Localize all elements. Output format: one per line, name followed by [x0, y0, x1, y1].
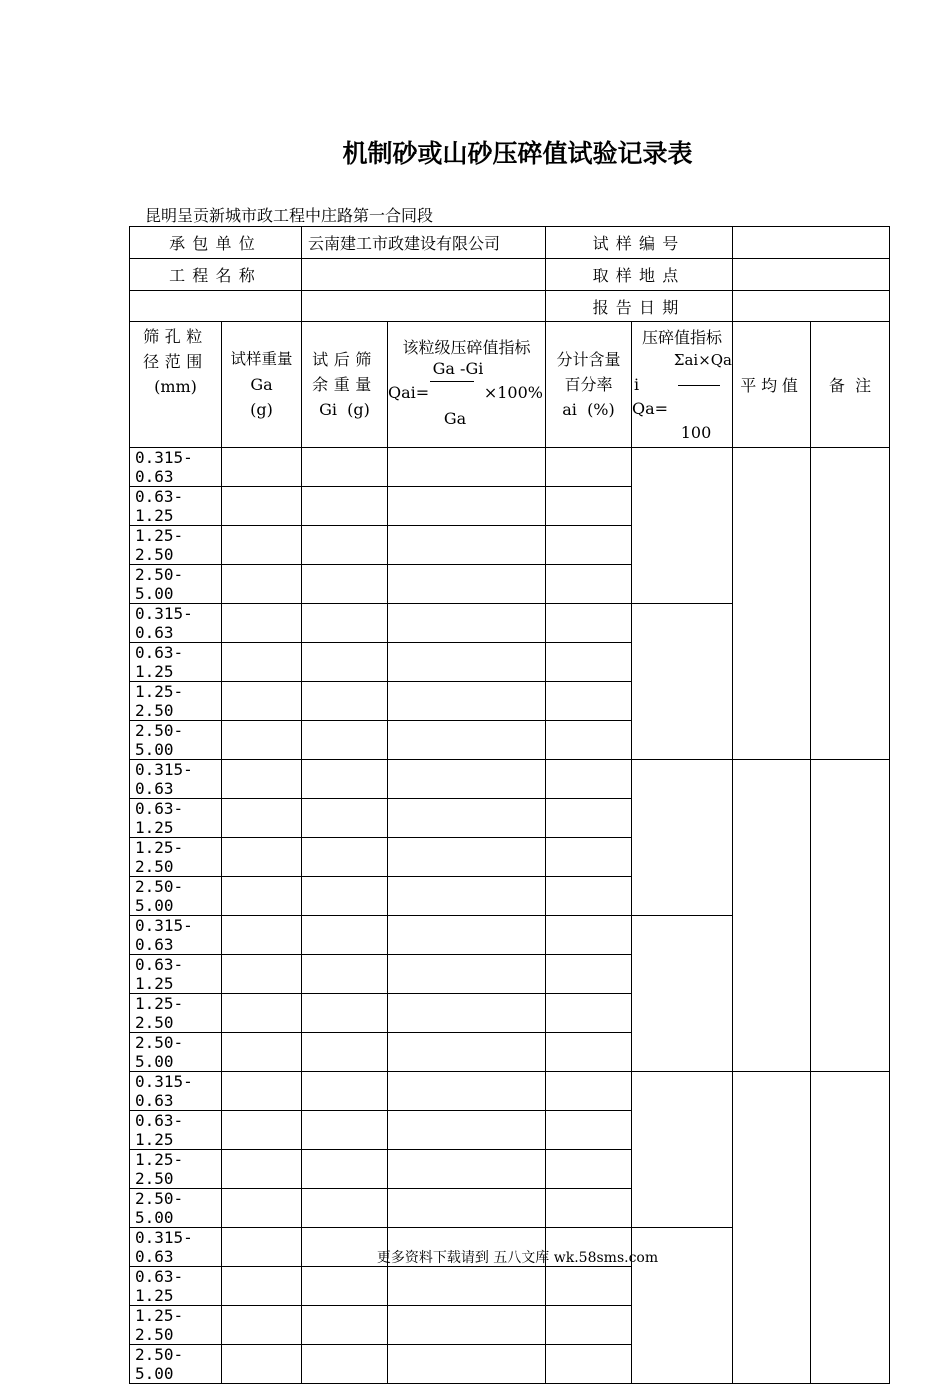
remark-cell[interactable] — [811, 1072, 890, 1384]
residue-weight-cell[interactable] — [302, 1267, 388, 1306]
sieve-range-cell: 2.50-5.00 — [130, 1189, 222, 1228]
crush-index-cell[interactable] — [632, 1072, 733, 1228]
sieve-range-cell: 2.50-5.00 — [130, 877, 222, 916]
sample-weight-cell[interactable] — [222, 526, 302, 565]
project-name-label: 工程名称 — [130, 259, 302, 291]
remark-cell[interactable] — [811, 760, 890, 1072]
footer-note: 更多资料下载请到 五八文库 wk.58sms.com — [376, 1250, 659, 1266]
info-row-2 — [130, 259, 890, 291]
blank-value-cell[interactable] — [302, 291, 546, 322]
sample-weight-cell[interactable] — [222, 955, 302, 994]
percent-cell[interactable] — [546, 1189, 632, 1228]
record-table — [129, 226, 890, 1384]
info-row-1 — [130, 227, 890, 259]
sieve-range-cell: 2.50-5.00 — [130, 721, 222, 760]
sieve-range-cell: 2.50-5.00 — [130, 565, 222, 604]
crush-value-cell[interactable] — [388, 760, 546, 799]
percent-cell[interactable] — [546, 994, 632, 1033]
crush-index-cell[interactable] — [632, 448, 733, 604]
crush-value-cell[interactable] — [388, 721, 546, 760]
sieve-range-cell: 0.63-1.25 — [130, 955, 222, 994]
percent-cell[interactable] — [546, 1150, 632, 1189]
sample-weight-cell[interactable] — [222, 760, 302, 799]
crush-index-cell[interactable] — [632, 916, 733, 1072]
sample-weight-cell[interactable] — [222, 1345, 302, 1384]
sieve-range-cell: 1.25-2.50 — [130, 1150, 222, 1189]
percent-cell[interactable] — [546, 1267, 632, 1306]
percent-cell[interactable] — [546, 1072, 632, 1111]
crush-value-cell[interactable] — [388, 1072, 546, 1111]
sample-weight-cell[interactable] — [222, 799, 302, 838]
crush-index-header: 压碎值指标 Σai×Qa i Qa= 100 — [632, 322, 733, 448]
crush-value-cell[interactable] — [388, 955, 546, 994]
sample-weight-cell[interactable] — [222, 1267, 302, 1306]
percent-header: 分计含量 百分率 ai (%) — [546, 322, 632, 448]
residue-weight-cell[interactable] — [302, 877, 388, 916]
sample-weight-cell[interactable] — [222, 448, 302, 487]
sieve-range-cell: 1.25-2.50 — [130, 994, 222, 1033]
sample-weight-cell[interactable] — [222, 604, 302, 643]
percent-cell[interactable] — [546, 1345, 632, 1384]
remark-header: 备 注 — [811, 322, 890, 448]
crush-value-cell[interactable] — [388, 1111, 546, 1150]
sample-weight-cell[interactable] — [222, 643, 302, 682]
sample-weight-cell[interactable] — [222, 838, 302, 877]
residue-weight-cell[interactable] — [302, 838, 388, 877]
sieve-range-cell: 1.25-2.50 — [130, 526, 222, 565]
residue-weight-cell[interactable] — [302, 1306, 388, 1345]
crush-value-cell[interactable] — [388, 1189, 546, 1228]
residue-weight-cell[interactable] — [302, 916, 388, 955]
sieve-range-cell: 0.315-0.63 — [130, 1228, 222, 1267]
sieve-range-cell: 0.63-1.25 — [130, 487, 222, 526]
residue-weight-cell[interactable] — [302, 1345, 388, 1384]
sieve-range-cell: 0.63-1.25 — [130, 643, 222, 682]
crush-value-cell[interactable] — [388, 916, 546, 955]
residue-weight-cell[interactable] — [302, 643, 388, 682]
report-date-label: 报告日期 — [546, 291, 733, 322]
crush-value-cell[interactable] — [388, 838, 546, 877]
crush-value-cell[interactable] — [388, 1033, 546, 1072]
crush-value-cell[interactable] — [388, 487, 546, 526]
residue-weight-cell[interactable] — [302, 448, 388, 487]
percent-cell[interactable] — [546, 448, 632, 487]
sample-weight-cell[interactable] — [222, 721, 302, 760]
sample-weight-cell[interactable] — [222, 1072, 302, 1111]
average-cell[interactable] — [733, 448, 811, 760]
percent-cell[interactable] — [546, 1033, 632, 1072]
percent-cell[interactable] — [546, 799, 632, 838]
crush-value-cell[interactable] — [388, 1345, 546, 1384]
crush-value-cell[interactable] — [388, 799, 546, 838]
info-row-3 — [130, 291, 890, 322]
residue-weight-cell[interactable] — [302, 760, 388, 799]
percent-cell[interactable] — [546, 838, 632, 877]
sieve-range-cell: 0.315-0.63 — [130, 1072, 222, 1111]
percent-cell[interactable] — [546, 643, 632, 682]
residue-weight-cell[interactable] — [302, 1072, 388, 1111]
percent-cell[interactable] — [546, 565, 632, 604]
project-name-value[interactable] — [302, 259, 546, 291]
sample-weight-cell[interactable] — [222, 1150, 302, 1189]
crush-index-cell[interactable] — [632, 760, 733, 916]
residue-weight-cell[interactable] — [302, 994, 388, 1033]
crush-index-cell[interactable] — [632, 604, 733, 760]
page-title: 机制砂或山砂压碎值试验记录表 — [342, 139, 693, 168]
crush-value-cell[interactable] — [388, 565, 546, 604]
crush-value-cell[interactable] — [388, 448, 546, 487]
sample-weight-cell[interactable] — [222, 1306, 302, 1345]
sample-weight-cell[interactable] — [222, 1033, 302, 1072]
residue-weight-cell[interactable] — [302, 526, 388, 565]
average-cell[interactable] — [733, 760, 811, 1072]
sieve-range-cell: 0.315-0.63 — [130, 760, 222, 799]
percent-cell[interactable] — [546, 1306, 632, 1345]
sample-weight-cell[interactable] — [222, 1111, 302, 1150]
residue-weight-cell[interactable] — [302, 1033, 388, 1072]
crush-value-cell[interactable] — [388, 1150, 546, 1189]
crush-value-cell[interactable] — [388, 526, 546, 565]
sieve-range-cell: 0.315-0.63 — [130, 916, 222, 955]
sieve-range-cell: 1.25-2.50 — [130, 838, 222, 877]
percent-cell[interactable] — [546, 760, 632, 799]
crush-value-cell[interactable] — [388, 682, 546, 721]
sampling-place-label: 取样地点 — [546, 259, 733, 291]
sample-weight-cell[interactable] — [222, 1189, 302, 1228]
table-row — [130, 1072, 890, 1111]
contractor-label: 承包单位 — [130, 227, 302, 259]
percent-cell[interactable] — [546, 1111, 632, 1150]
sample-weight-header: 试样重量 Ga (g) — [222, 322, 302, 448]
crush-value-cell[interactable] — [388, 1306, 546, 1345]
sieve-range-cell: 1.25-2.50 — [130, 682, 222, 721]
residue-weight-cell[interactable] — [302, 1150, 388, 1189]
residue-weight-cell[interactable] — [302, 721, 388, 760]
crush-value-cell[interactable] — [388, 994, 546, 1033]
percent-cell[interactable] — [546, 877, 632, 916]
crush-value-cell[interactable] — [388, 1267, 546, 1306]
sieve-range-header: 筛孔粒 径范围 (mm) — [130, 322, 222, 448]
percent-cell[interactable] — [546, 526, 632, 565]
percent-cell[interactable] — [546, 682, 632, 721]
residue-weight-cell[interactable] — [302, 565, 388, 604]
percent-cell[interactable] — [546, 721, 632, 760]
sieve-range-cell: 1.25-2.50 — [130, 1306, 222, 1345]
sample-weight-cell[interactable] — [222, 877, 302, 916]
sieve-range-cell: 2.50-5.00 — [130, 1345, 222, 1384]
table-row — [130, 448, 890, 487]
sample-weight-cell[interactable] — [222, 916, 302, 955]
crush-value-cell[interactable] — [388, 604, 546, 643]
report-date-value[interactable] — [733, 291, 890, 322]
contractor-value: 云南建工市政建设有限公司 — [302, 227, 546, 259]
residue-weight-cell[interactable] — [302, 604, 388, 643]
average-cell[interactable] — [733, 1072, 811, 1384]
remark-cell[interactable] — [811, 448, 890, 760]
sample-weight-cell[interactable] — [222, 565, 302, 604]
sieve-range-cell: 0.315-0.63 — [130, 448, 222, 487]
sample-no-value[interactable] — [733, 227, 890, 259]
sample-weight-cell[interactable] — [222, 994, 302, 1033]
crush-value-header: 该粒级压碎值指标 Ga -Gi Qai= ×100% Ga — [388, 322, 546, 448]
residue-weight-cell[interactable] — [302, 682, 388, 721]
project-name: 昆明呈贡新城市政工程中庄路第一合同段 — [145, 206, 434, 225]
residue-weight-cell[interactable] — [302, 1111, 388, 1150]
sample-weight-cell[interactable] — [222, 682, 302, 721]
sample-no-label: 试样编号 — [546, 227, 733, 259]
residue-weight-cell[interactable] — [302, 799, 388, 838]
residue-weight-cell[interactable] — [302, 1189, 388, 1228]
blank-label-cell — [130, 291, 302, 322]
percent-cell[interactable] — [546, 604, 632, 643]
header-row — [130, 322, 890, 448]
sample-weight-cell[interactable] — [222, 487, 302, 526]
sieve-range-cell: 0.63-1.25 — [130, 799, 222, 838]
percent-cell[interactable] — [546, 916, 632, 955]
crush-value-cell[interactable] — [388, 643, 546, 682]
residue-weight-cell[interactable] — [302, 487, 388, 526]
average-header: 平均值 — [733, 322, 811, 448]
sieve-range-cell: 0.315-0.63 — [130, 604, 222, 643]
percent-cell[interactable] — [546, 955, 632, 994]
percent-cell[interactable] — [546, 487, 632, 526]
residue-weight-header: 试后筛 余重量 Gi (g) — [302, 322, 388, 448]
sampling-place-value[interactable] — [733, 259, 890, 291]
crush-value-cell[interactable] — [388, 877, 546, 916]
sieve-range-cell: 0.63-1.25 — [130, 1111, 222, 1150]
sieve-range-cell: 0.63-1.25 — [130, 1267, 222, 1306]
sieve-range-cell: 2.50-5.00 — [130, 1033, 222, 1072]
residue-weight-cell[interactable] — [302, 955, 388, 994]
table-row — [130, 760, 890, 799]
